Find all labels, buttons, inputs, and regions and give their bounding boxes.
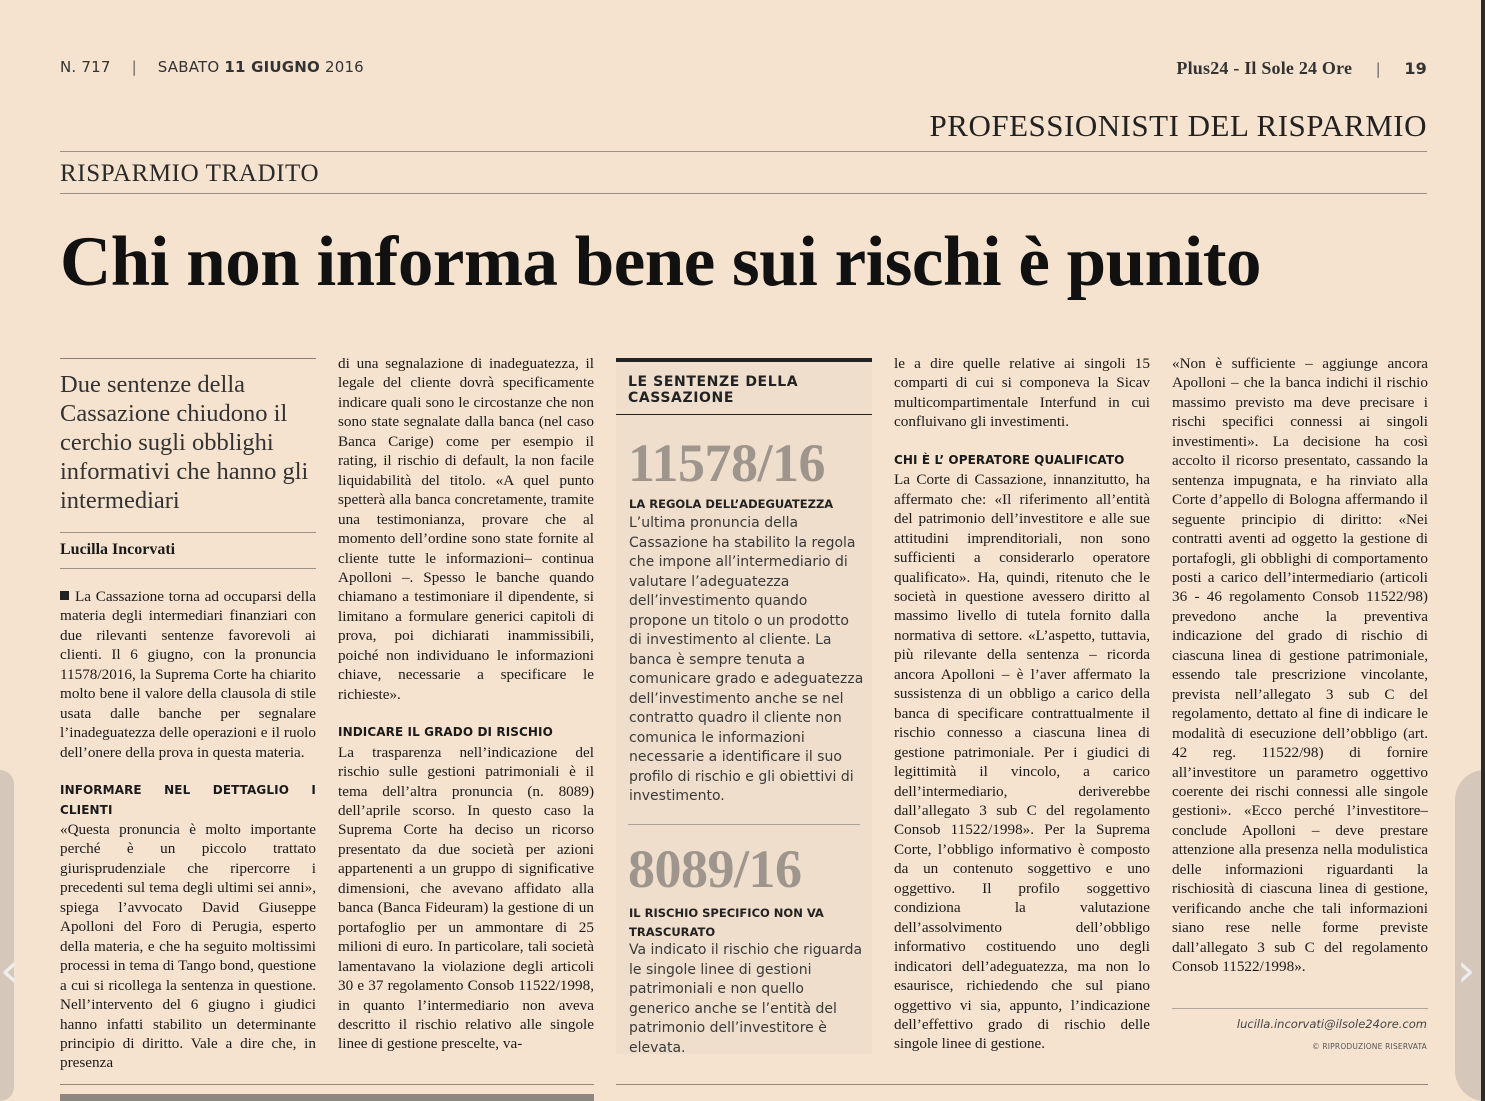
issue-year: 2016: [324, 58, 364, 76]
col5-paragraph-1: «Non è sufficiente – aggiunge ancora Apolloni – che la banca indichi il rischio massimo previsto ma deve precisare i rischi specifici connessi ai singoli investimenti». La decisione ha così accolto il ricorso presentato, cassando la sentenza impugnata, e ha rinviato alla Corte d’appello di Bologna affermando il seguente principio di diritto: «Nei contratti aventi ad oggetto la gestione di portafogli, gli obblighi di comportamento posti a carico dell’intermediario (articoli 36 - 46 regolamento Consob 11522/98) prevedono anche la preventiva indicazione del grado di rischio di ciascuna linea di gestione patrimoniale, essendo tale prescrizione vincolante, prevista nell’allegato 3 sub C del regolamento, dettato al fine di indicare le modalità di esecuzione dell’obbligo (art. 42 reg. 11522/98) di fornire all’investitore un parametro oggettivo coerente dei rischi connessi alle singole gestioni». «Ecco perché l’investitore– conclude Apolloni – deve prestare attenzione alla presenza nella modulistica delle informazioni riguardanti la rischiosità di ciascuna linea di gestione, verificando anche che tali informazioni siano rese nelle forme previste dall’allegato 3 sub C del regolamento Consob 11522/1998».: [1172, 355, 1428, 976]
sentence-1-subtitle: LA REGOLA DELL’ADEGUATEZZA: [629, 497, 834, 511]
page-next-arrow[interactable]: ›: [1457, 943, 1476, 997]
sentence-2-text: Va indicato il rischio che riguarda le singole linee di gestioni patrimoniali e non quello generico anche se l’entità del patrimonio dell’investitore è elevata.: [629, 942, 863, 1056]
sentences-box: [616, 358, 872, 1054]
sentence-1-number: 11578/16: [628, 433, 826, 493]
sentence-2-number: 8089/16: [628, 839, 802, 899]
box-divider: [628, 824, 860, 825]
col1-paragraph-1: La Cassazione torna ad occuparsi della materia degli intermediari finanziari con due rilevanti sentenze favorevoli ai clienti. Il 6 giugno, con la pronuncia 11578/2016, la Suprema Corte ha chiarito molto bene il valore della clausola di stile usata dalle banche per segnalare l’inadeguatezza delle operazioni e il ruolo dell’onere della prova in questa materia.: [60, 588, 316, 761]
bottom-rule-left: [60, 1084, 594, 1085]
author-email[interactable]: lucilla.incorvati@ilsole24ore.com: [1236, 1017, 1427, 1031]
section-rule: [60, 151, 1427, 152]
bottom-rule-right: [616, 1084, 1428, 1085]
folio-separator-right: |: [1375, 60, 1381, 78]
start-bullet-icon: [60, 591, 69, 600]
col4-subhead: CHI È L’ OPERATORE QUALIFICATO: [894, 452, 1125, 467]
issue-day: SABATO: [157, 58, 220, 76]
sentence-1-text: L’ultima pronuncia della Cassazione ha stabilito la regola che impone all’intermediario di valutare l’adeguatezza dell’investimento quando propone un titolo o un prodotto di investimento al cliente. La banca è sempre tenuta a comunicare grado e adeguatezza dell’investimento anche se nel contratto quadro il cliente non comunica le informazioni necessarie a identificare il suo profilo di rischio e gli obiettivi di investimento.: [629, 515, 864, 804]
folio-separator: |: [131, 58, 137, 76]
byline-rule: [60, 568, 316, 569]
folio-left: [60, 58, 364, 76]
box-title-rule: [616, 414, 872, 415]
byline: Lucilla Incorvati: [60, 541, 176, 558]
folio-right: [1176, 58, 1427, 79]
issue-number: N. 717: [60, 58, 111, 76]
page-prev-arrow[interactable]: ‹: [0, 943, 19, 997]
kicker: RISPARMIO TRADITO: [60, 160, 320, 187]
column-4: [894, 354, 1150, 1054]
col4-paragraph-1: le a dire quelle relative ai singoli 15 comparti di cui si componeva la Sicav multicompartimentale Interfund in cui confluivano gli investimenti.: [894, 355, 1150, 431]
col2-paragraph-2: La trasparenza nell’indicazione del rischio sulle gestioni patrimoniali è il tema dell’altra pronuncia (n. 8089) dell’aprile scorso. In questo caso la Suprema Corte ha deciso un ricorso presentato da due società per azioni appartenenti a un gruppo di significative dimensioni, che avevano affidato alla banca (Banca Fideuram) la gestione di un portafoglio per un ammontare di 25 milioni di euro. In particolare, tali società lamentavano la violazione degli articoli 30 e 37 regolamento Consob 11522/1998, in quanto l’intermediario non aveva descritto il rischio relativo alle singole linee di gestione prescelte, va-: [338, 743, 594, 1053]
col4-paragraph-2: La Corte di Cassazione, innanzitutto, ha affermato che: «Il riferimento all’entità del patrimonio dell’investitore e alle sue attitudini imprenditoriali, non sono sufficienti a considerarlo operatore qualificato». Ha, quindi, ritenuto che le società in questione avessero diritto al massimo livello di tutela fornito dalla normativa di settore. «L’aspetto, tuttavia, più rilevante della sentenza – ricorda ancora Apolloni – è l’aver affermato la sussistenza di un obbligo a carico della banca di specificare contrattualmente il rischio connesso a ciascuna linea di gestione patrimoniale. Per i giudici di legittimità il vincolo, a carico dell’intermediario, deriverebbe dall’allegato 3 sub C del regolamento Consob 11522/1998». Per la Suprema Corte, l’obbligo informativo è composto da un contenuto soggettivo e uno oggettivo. Il profilo soggettivo condiziona la valutazione dell’assolvimento dell’obbligo informativo costituendo uno degli indicatori dell’adeguatezza, ma non lo esaurisce, richiedendo che sul piano oggettivo vi sia, appunto, l’indicazione dell’effettivo grado di rischio delle singole linee di gestione.: [894, 471, 1150, 1053]
next-article-bar: [60, 1094, 594, 1101]
col1-paragraph-2: «Questa pronuncia è molto importante perché è un piccolo trattato giurisprudenziale che ripercorre i precedenti sul tema degli ultimi sei anni», spiega l’avvocato David Giuseppe Apolloni del Foro di Perugia, esperto della materia, e che ha seguito moltissimi processi in tema di Tango bond, questione a cui si ricollega la sentenza in questione. Nell’intervento del 6 giugno i giudici hanno infatti stabilito un determinante principio di diritto. Vale a dire che, in presenza: [60, 820, 316, 1072]
col2-subhead: INDICARE IL GRADO DI RISCHIO: [338, 725, 553, 740]
col1-subhead: INFORMARE NEL DETTAGLIO I CLIENTI: [60, 783, 316, 817]
col2-paragraph-1: di una segnalazione di inadeguatezza, il legale del cliente dovrà specificamente indicare quali sono le circostanze che non sono state segnalate dalla banca (nel caso Banca Carige) come per esempio il rating, il rischio di default, la non facile liquidabilità del titolo. «A quel punto spetterà alla banca concretamente, tramite una testimonianza, provare che al momento dell’ordine sono state fornite al cliente tutte le informazioni– continua Apolloni –. Spesso le banche quando chiamano a testimoniare il dipendente, si limitano a formulare generici capitoli di prova, poi dichiarati inammissibili, poiché non individuano le informazioni chiave, necessarie a specificare le richieste».: [338, 355, 594, 703]
deck-rule: [60, 532, 316, 533]
section-title: PROFESSIONISTI DEL RISPARMIO: [929, 108, 1427, 143]
copyright: © RIPRODUZIONE RISERVATA: [1312, 1042, 1427, 1051]
issue-date: 11 GIUGNO: [224, 58, 320, 76]
column-5: [1172, 354, 1428, 977]
column-2: [338, 354, 594, 1054]
signoff-rule: [1172, 1008, 1428, 1009]
viewer-right-border: [1481, 0, 1485, 1101]
left-viewer-edge: [0, 770, 14, 1101]
sentence-2-subtitle: IL RISCHIO SPECIFICO NON VA TRASCURATO: [629, 906, 824, 939]
deck: Due sentenze della Cassazione chiudono il cerchio sugli obblighi informativi che hanno gli intermediari: [60, 371, 309, 514]
kicker-rule: [60, 193, 1427, 194]
box-title: LE SENTENZE DELLA CASSAZIONE: [628, 374, 799, 406]
col1-top-rule: [60, 358, 316, 359]
publication-name: Plus24 - Il Sole 24 Ore: [1176, 58, 1353, 78]
page-number: 19: [1404, 59, 1427, 78]
headline: Chi non informa bene sui rischi è punito: [60, 223, 1262, 301]
column-1: [60, 587, 316, 1073]
